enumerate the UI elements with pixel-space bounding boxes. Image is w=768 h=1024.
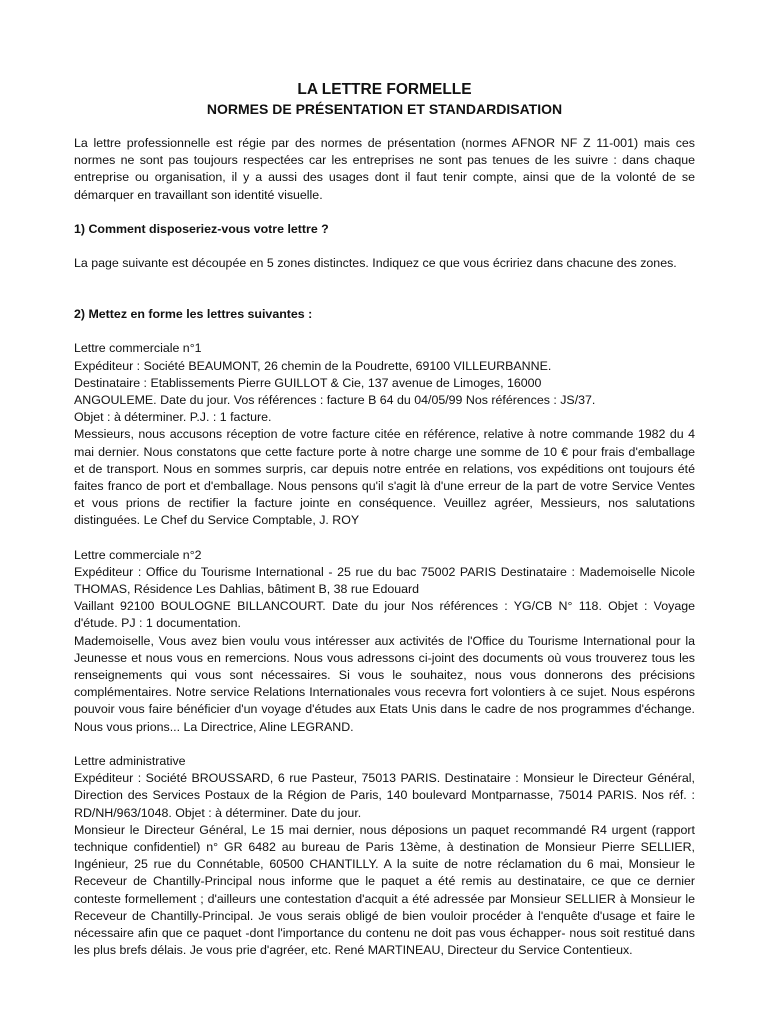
letter1-label: Lettre commerciale n°1 — [74, 341, 202, 356]
document-title: LA LETTRE FORMELLE — [297, 81, 472, 98]
letter3-header: Expéditeur : Société BROUSSARD, 6 rue Pasteur, 75013 PARIS. Destinataire : Monsieur le Directeur Général, Direction des Services Postaux de la Région de Paris, 140 boulevard Montparnasse, 75014 PARIS. Nos réf. : RD/NH/963/1048. Objet : à déterminer. Date du jour. — [74, 771, 695, 820]
letter1-sender: Expéditeur : Société BEAUMONT, 26 chemin de la Poudrette, 69100 VILLEURBANNE. — [74, 358, 552, 373]
document-subtitle: NORMES DE PRÉSENTATION ET STANDARDISATION — [206, 101, 563, 117]
letter1-object: Objet : à déterminer. P.J. : 1 facture. — [74, 410, 272, 425]
letter2-body: Mademoiselle, Vous avez bien voulu vous intéresser aux activités de l'Office du Tourisme International pour la Jeunesse et nous vous en remercions. Nous vous adressons ci-joint des documents où vous trouverez tous les renseignements qui vous sont nécessaires. Si vous le souhaitez, nous vous donnerons des précisions complémentaires. Notre service Relations Internationales vous recevra fort volontiers à ce sujet. Nous espérons pouvoir vous faire bénéficier d'un voyage d'études aux Etats Unis dans le cadre de nos programmes d'échange. Nous vous prions... La Directrice, Aline LEGRAND. — [74, 633, 695, 734]
section1-text: La page suivante est découpée en 5 zones distinctes. Indiquez ce que vous écririez dans chacune des zones. — [74, 256, 677, 271]
letter1-recipient: Destinataire : Etablissements Pierre GUILLOT & Cie, 137 avenue de Limoges, 16000 — [74, 375, 542, 390]
intro-paragraph: La lettre professionnelle est régie par des normes de présentation (normes AFNOR NF Z 11-001) mais ces normes ne sont pas toujours respectées car les entreprises ne sont pas tenues de les suivre : dans chaque entreprise ou organisation, il y a aussi des usages dont il faut tenir compte, ainsi que de la volonté de se démarquer en travaillant son identité visuelle. — [74, 136, 695, 202]
letter2-label: Lettre commerciale n°2 — [74, 547, 202, 562]
section2-heading: 2) Mettez en forme les lettres suivantes : — [74, 307, 313, 322]
letter3-label: Lettre administrative — [74, 753, 186, 768]
letter2-header: Expéditeur : Office du Tourisme International - 25 rue du bac 75002 PARIS Destinataire : Mademoiselle Nicole THOMAS, Résidence Les Dahlias, bâtiment B, 38 rue Edouard — [74, 564, 695, 597]
letter1-body: Messieurs, nous accusons réception de votre facture citée en référence, relative à notre commande 1982 du 4 mai dernier. Nous constatons que cette facture porte à notre charge une somme de 10 € pour frais d'emballage et de transport. Nous en sommes surpris, car depuis notre entrée en relations, vos expéditions ont toujours été faites franco de port et d'emballage. Nous pensons qu'il s'agit là d'une erreur de la part de votre Service Ventes et vous prions de rectifier la facture jointe en conséquence. Veuillez agréer, Messieurs, nos salutations distinguées. Le Chef du Service Comptable, J. ROY — [74, 427, 695, 528]
section1-heading: 1) Comment disposeriez-vous votre lettre ? — [74, 221, 329, 236]
letter3-body: Monsieur le Directeur Général, Le 15 mai dernier, nous déposions un paquet recommandé R4 urgent (rapport technique confidentiel) n° GR 6482 au bureau de Paris 13ème, à destination de Monsieur Pierre SELLIER, Ingénieur, 25 rue du Connétable, 60500 CHANTILLY. A la suite de notre réclamation du 6 mai, Monsieur le Receveur de Chantilly-Principal nous informe que le paquet a été remis au destinataire, ce que ce dernier conteste formellement ; d'ailleurs une contestation d'acquit a été adressée par Monsieur SELLIER à Monsieur le Receveur de Chantilly-Principal. Je vous serais obligé de bien vouloir procéder à l'enquête d'usage et faire le nécessaire afin que ce paquet -dont l'importance du contenu ne doit pas vous échapper- nous soit restitué dans les plus brefs délais. Je vous prie d'agréer, etc. René MARTINEAU, Directeur du Service Contentieux. — [74, 822, 695, 958]
letter1-details: ANGOULEME. Date du jour. Vos références : facture B 64 du 04/05/99 Nos références : JS/37. — [74, 393, 596, 408]
letter2-details: Vaillant 92100 BOULOGNE BILLANCOURT. Date du jour Nos références : YG/CB N° 118. Objet : Voyage d'étude. PJ : 1 documentation. — [74, 599, 695, 631]
